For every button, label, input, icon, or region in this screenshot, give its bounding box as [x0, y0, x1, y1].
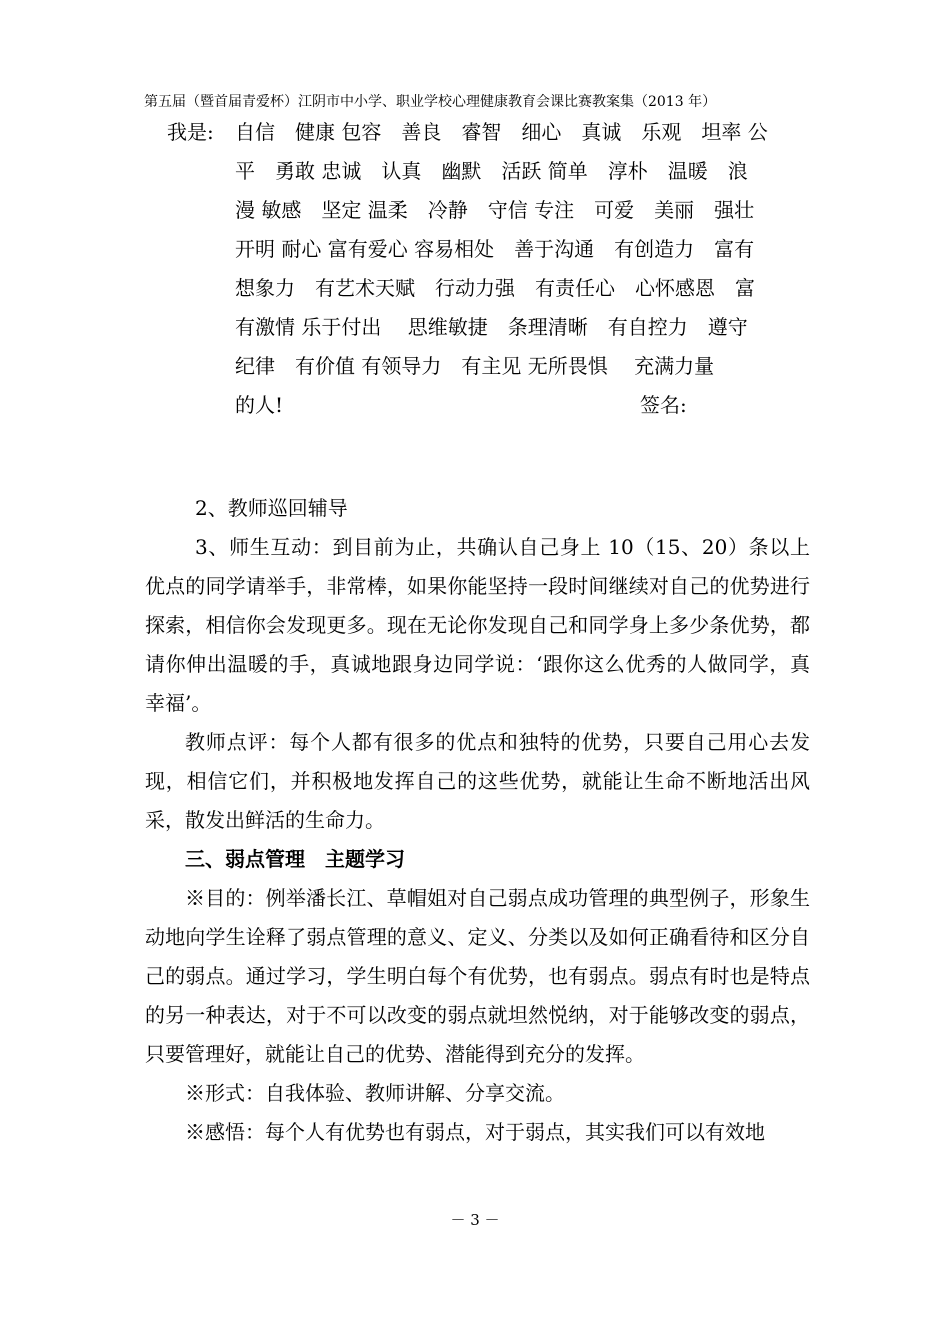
- qualities-lead: 我是:: [167, 120, 214, 144]
- page-number: － 3 －: [450, 1211, 500, 1229]
- item-teacher-guidance: 2、教师巡回辅导: [195, 496, 348, 520]
- qualities-line: 开明 耐心 富有爱心 容易相处 善于沟通 有创造力 富有: [235, 237, 755, 261]
- qualities-line: 漫 敏感 坚定 温柔 冷静 守信 专注 可爱 美丽 强壮: [235, 198, 755, 222]
- qualities-line: 平 勇敢 忠诚 认真 幽默 活跃 简单 淳朴 温暖 浪: [235, 159, 748, 183]
- insight-paragraph: ※感悟：每个人有优势也有弱点，对于弱点，其实我们可以有效地: [185, 1120, 765, 1144]
- qualities-line: 的人!: [235, 393, 284, 417]
- section-heading: 三、弱点管理 主题学习: [185, 847, 405, 871]
- purpose-paragraph: ※目的：例举潘长江、草帽姐对自己弱点成功管理的典型例子，形象生动地向学生诠释了弱点管理的意义、定义、分类以及如何正确看待和区分自己的弱点。通过学习，学生明白每个有优势，也有弱点。弱点有时也是特点的另一种表达，对于不可以改变的弱点就坦然悦纳，对于能够改变的弱点，只要管理好，就能让自己的优势、潜能得到充分的发挥。: [145, 886, 810, 1066]
- body-text: [145, 489, 810, 1152]
- qualities-line: 自信 健康 包容 善良 睿智 细心 真诚 乐观 坦率 公: [235, 120, 768, 144]
- qualities-line: 纪律 有价值 有领导力 有主见 无所畏惧 充满力量: [235, 354, 715, 378]
- item-interaction: 3、师生互动：到目前为止，共确认自己身上 10（15、20）条以上优点的同学请举手，非常棒，如果你能坚持一段时间继续对自己的优势进行探索，相信你会发现更多。现在无论你发现自己和同学身上多少条优势，都请你伸出温暖的手，真诚地跟身边同学说：‘跟你这么优秀的人做同学，真幸福’。: [145, 535, 810, 715]
- signature-label: 签名:: [640, 393, 687, 417]
- qualities-line: 想象力 有艺术天赋 行动力强 有责任心 心怀感恩 富: [235, 276, 755, 300]
- form-paragraph: ※形式：自我体验、教师讲解、分享交流。: [185, 1081, 565, 1105]
- page-header: 第五届（暨首届青爱杯）江阴市中小学、职业学校心理健康教育会课比赛教案集（2013 年）: [144, 94, 717, 110]
- teacher-comment: 教师点评：每个人都有很多的优点和独特的优势，只要自己用心去发现，相信它们，并积极地发挥自己的这些优势，就能让生命不断地活出风采，散发出鲜活的生命力。: [145, 730, 810, 832]
- qualities-line: 有激情 乐于付出 思维敏捷 条理清晰 有自控力 遵守: [235, 315, 748, 339]
